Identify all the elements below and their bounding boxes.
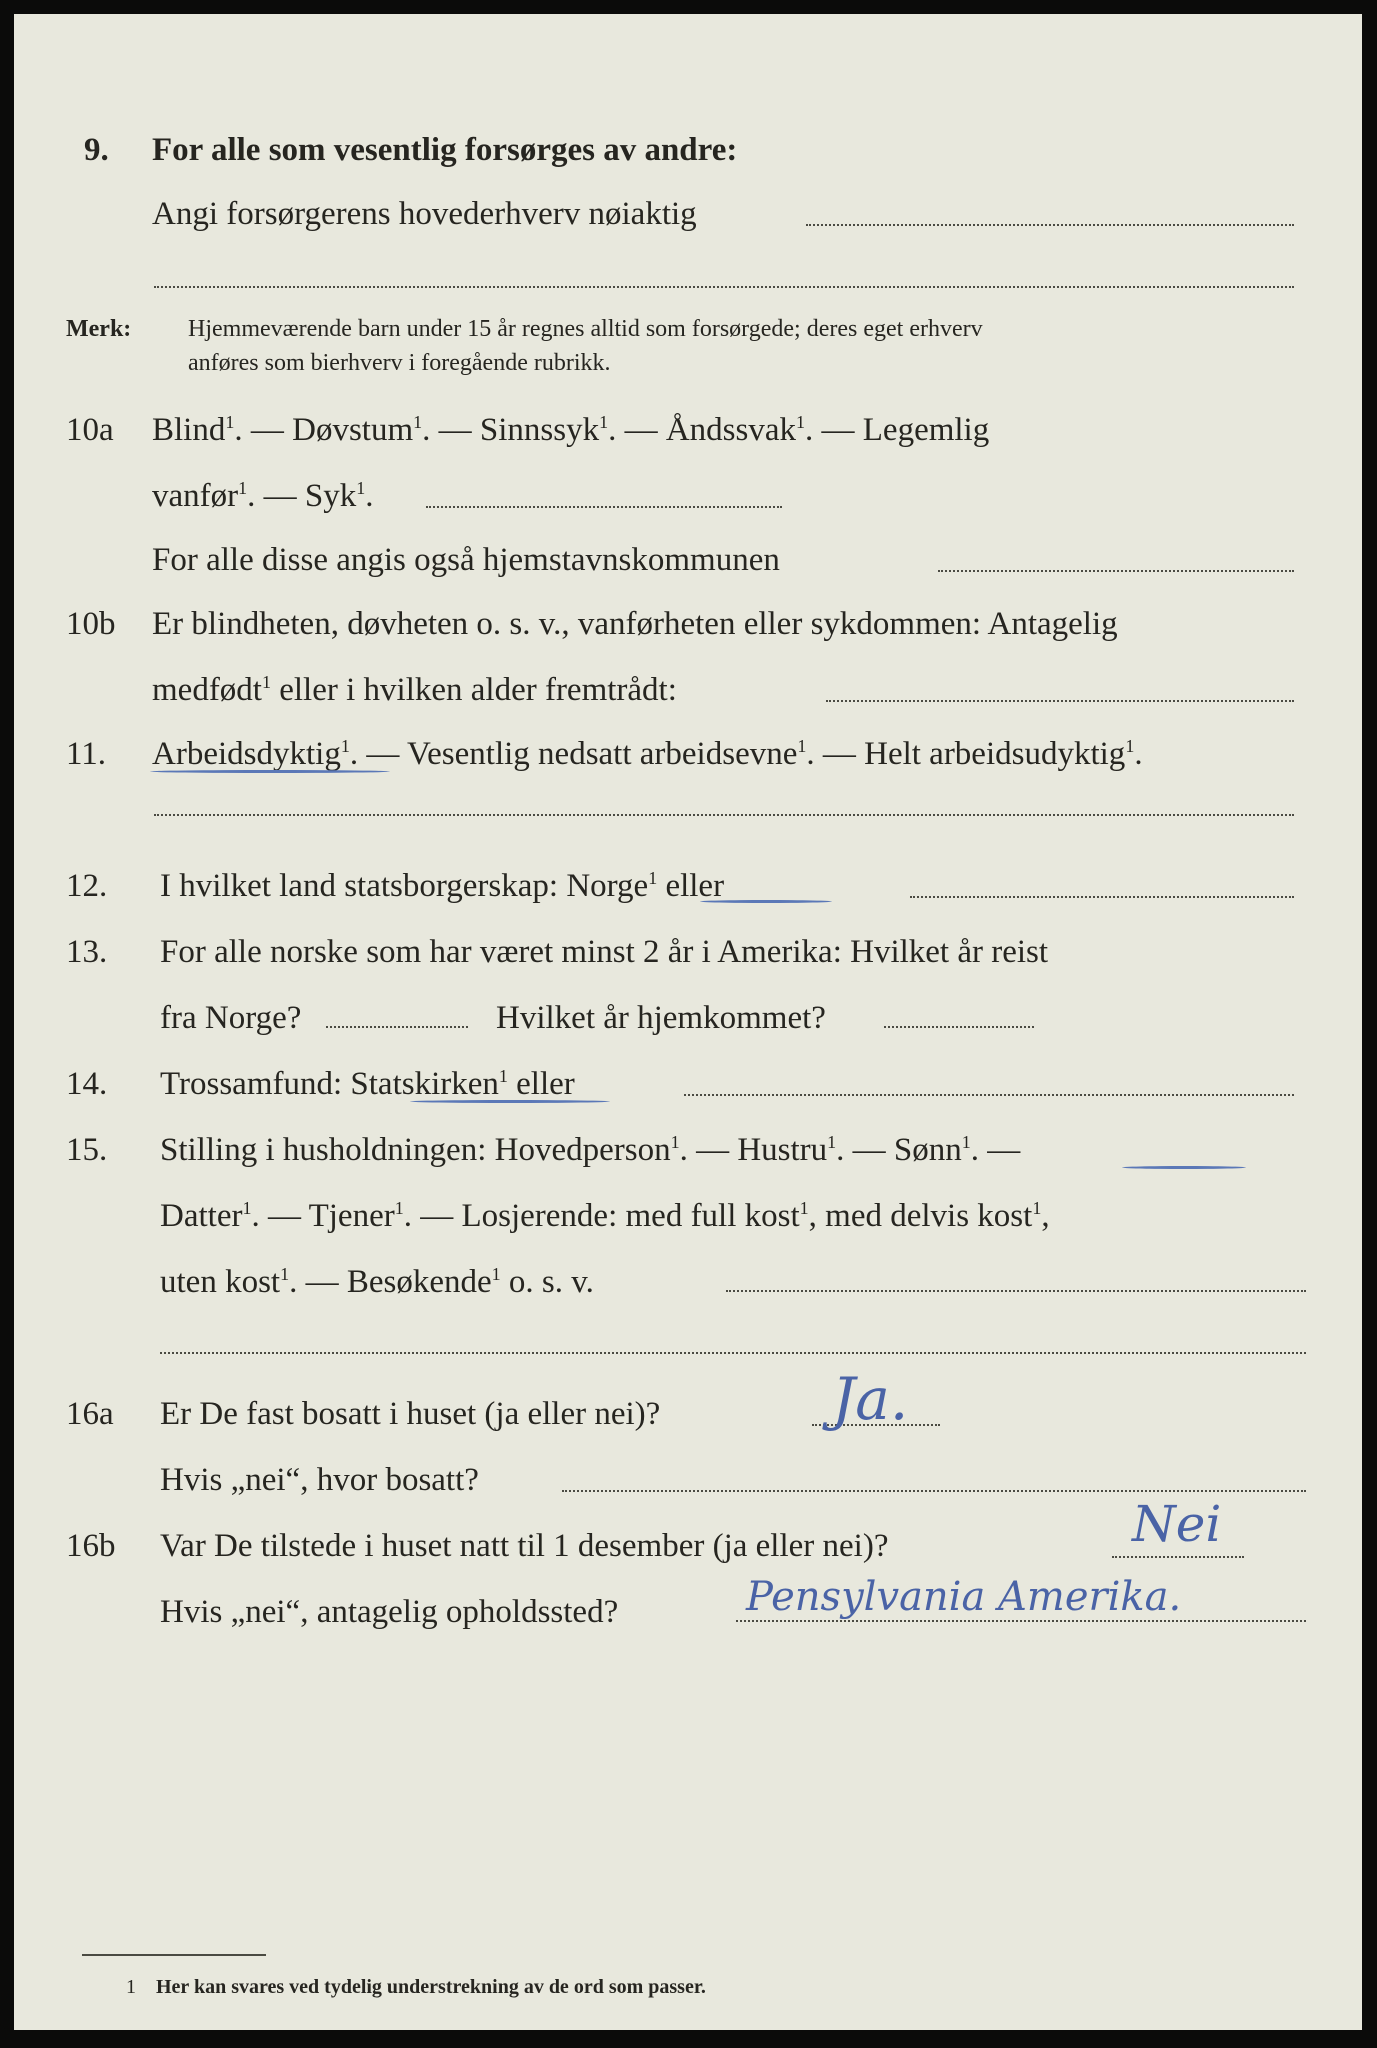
footnote-text: Her kan svares ved tydelig understrekning av de ord som passer. [156, 1976, 706, 1998]
question-16a-line-2: Hvis „nei“, hvor bosatt? [160, 1462, 479, 1498]
option-statskirken: Statskirken [350, 1066, 499, 1102]
handwritten-answer-16a: Ja. [832, 1365, 909, 1433]
question-9-number: 9. [84, 132, 109, 168]
question-15-line-1: Stilling i husholdningen: Hovedperson$^1$. — Hustru$^1$. — Sønn$^1$. — [160, 1132, 1021, 1168]
question-15-line-2: Datter$^1$. — Tjener$^1$. — Losjerende: med full kost$^1$, med delvis kost$^1$, [160, 1198, 1050, 1234]
question-16a-line-1: Er De fast bosatt i huset (ja eller nei)? [160, 1396, 661, 1432]
answer-line-13a [326, 1026, 468, 1028]
question-14-line: Trossamfund: Statskirken$^1$ eller [160, 1066, 575, 1102]
option-syk: — Syk [263, 478, 357, 514]
question-9-line-2: Angi forsørgerens hovederhverv nøiaktig [152, 196, 697, 232]
census-form-page [14, 14, 1362, 2030]
underline-arbeidsdyktig [150, 770, 390, 773]
question-16b-number: 16b [66, 1528, 116, 1564]
option-norge: Norge [566, 868, 649, 904]
question-12-number: 12. [66, 868, 108, 904]
question-16a-number: 16a [66, 1396, 114, 1432]
answer-line-16b [1112, 1556, 1244, 1558]
answer-line-15b [160, 1352, 1306, 1354]
option-vanfor: vanfør [152, 478, 239, 514]
note-line-2: anføres som bierhverv i foregående rubrikk. [188, 350, 611, 376]
note-label: Merk: [66, 316, 132, 342]
question-9-line-1: For alle som vesentlig forsørges av andre: [152, 132, 738, 168]
underline-statskirken [410, 1100, 610, 1103]
answer-line-13b [884, 1026, 1034, 1028]
answer-line-11 [154, 814, 1294, 816]
question-10a-line-3: For alle disse angis også hjemstavnskommunen [152, 542, 780, 578]
question-11-number: 11. [66, 736, 107, 772]
question-13-number: 13. [66, 934, 108, 970]
question-16b-line-1: Var De tilstede i huset natt til 1 desember (ja eller nei)? [160, 1528, 889, 1564]
underline-sonn [1122, 1166, 1246, 1169]
answer-line-15a [726, 1290, 1306, 1292]
option-blind: Blind [152, 412, 226, 448]
question-11-line: Arbeidsdyktig$^1$. — Vesentlig nedsatt arbeidsevne$^1$. — Helt arbeidsudyktig$^1$. [152, 736, 1143, 772]
handwritten-answer-16b-place: Pensylvania Amerika. [746, 1574, 1182, 1620]
answer-line-9a [806, 224, 1294, 226]
question-10b-number: 10b [66, 606, 116, 642]
answer-line-10a [426, 506, 782, 508]
option-dovstum: — Døvstum [250, 412, 414, 448]
question-10b-line-2: medfødt$^1$ eller i hvilken alder fremtrådt: [152, 672, 677, 708]
question-15-number: 15. [66, 1132, 108, 1168]
answer-line-10a-home [938, 570, 1294, 572]
option-arbeidsdyktig: Arbeidsdyktig [152, 736, 341, 772]
handwritten-answer-16b: Nei [1132, 1495, 1222, 1553]
question-12-line: I hvilket land statsborgerskap: Norge$^1$ eller [160, 868, 725, 904]
option-sonn: — Sønn [852, 1132, 962, 1168]
answer-line-9b [154, 286, 1294, 288]
question-13-line-2b: Hvilket år hjemkommet? [496, 1000, 826, 1036]
option-legemlig: — Legemlig [821, 412, 990, 448]
footnote-rule [82, 1954, 266, 1956]
footnote-mark: 1 [126, 1976, 136, 1998]
question-10a-number: 10a [66, 412, 114, 448]
question-14-number: 14. [66, 1066, 108, 1102]
question-16b-line-2: Hvis „nei“, antagelig opholdssted? [160, 1594, 619, 1630]
answer-line-14 [684, 1094, 1294, 1096]
option-sinnssyk: — Sinnssyk [438, 412, 600, 448]
question-13-line-1: For alle norske som har været minst 2 år i Amerika: Hvilket år reist [160, 934, 1049, 970]
answer-line-12 [910, 896, 1294, 898]
underline-norge [700, 900, 832, 903]
note-line-1: Hjemmeværende barn under 15 år regnes alltid som forsørgede; deres eget erhverv [188, 316, 983, 342]
question-10a-line-2: vanfør$^1$. — Syk$^1$. [152, 478, 374, 514]
answer-line-16a-where [562, 1490, 1306, 1492]
question-10b-line-1: Er blindheten, døvheten o. s. v., vanførheten eller sykdommen: Antagelig [152, 606, 1118, 642]
question-15-line-3: uten kost$^1$. — Besøkende$^1$ o. s. v. [160, 1264, 594, 1300]
option-andssvak: — Åndssvak [624, 412, 797, 448]
question-13-line-2a: fra Norge? [160, 1000, 302, 1036]
question-10a-line-1: Blind$^1$. — Døvstum$^1$. — Sinnssyk$^1$. — Åndssvak$^1$. — Legemlig [152, 412, 990, 448]
answer-line-10b [826, 700, 1294, 702]
